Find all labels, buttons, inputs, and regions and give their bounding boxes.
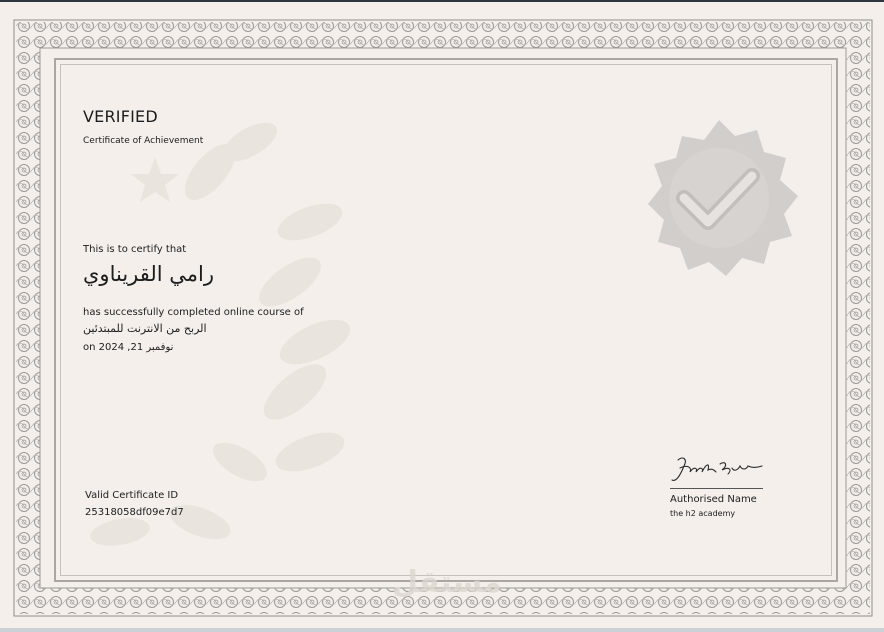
certificate-heading: VERIFIED bbox=[83, 107, 158, 126]
completed-text: has successfully completed online course of bbox=[83, 307, 304, 318]
handwritten-signature bbox=[668, 454, 768, 486]
completion-date: on نوفمبر 21, 2024 bbox=[83, 342, 174, 353]
certify-text: This is to certify that bbox=[83, 244, 187, 255]
bottom-strip bbox=[0, 628, 884, 632]
certificate-subtitle: Certificate of Achievement bbox=[83, 136, 204, 146]
certificate-id-value: 25318058df09e7d7 bbox=[85, 507, 184, 518]
course-name: الربح من الانترنت للمبتدئين bbox=[83, 322, 207, 335]
certificate-page bbox=[0, 2, 884, 628]
organisation-name: the h2 academy bbox=[670, 509, 736, 518]
verified-check-seal-icon bbox=[636, 118, 802, 284]
signature-line bbox=[670, 488, 763, 489]
recipient-name: رامي القريناوي bbox=[83, 262, 215, 286]
certificate-id-label: Valid Certificate ID bbox=[85, 490, 179, 501]
authorised-name: Authorised Name bbox=[670, 494, 757, 505]
site-watermark: مستقل bbox=[392, 565, 502, 600]
